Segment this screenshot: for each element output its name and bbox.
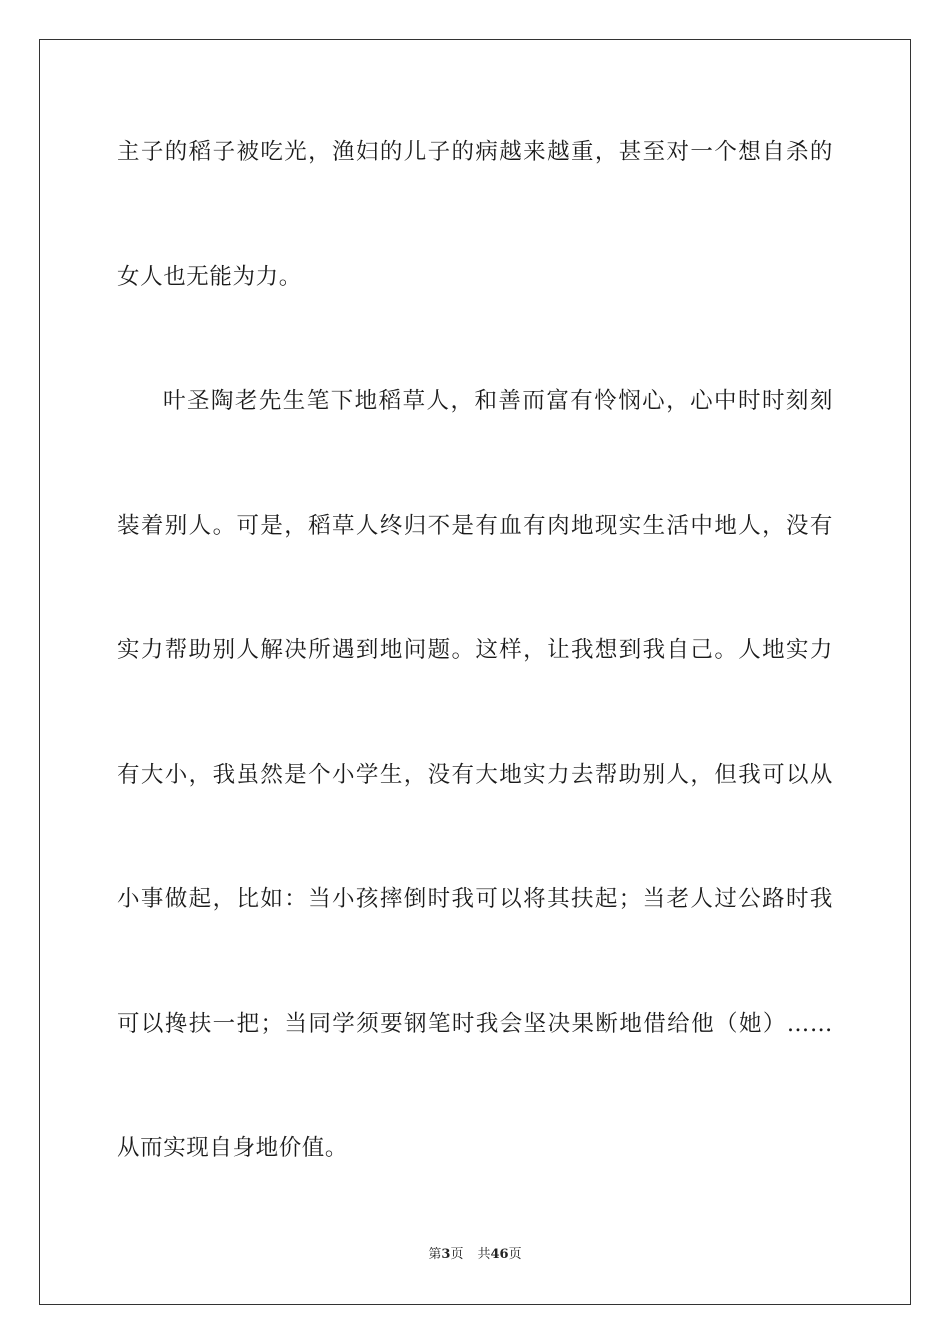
page-prefix: 第 — [428, 1247, 442, 1262]
text-line: 装着别人。可是，稻草人终归不是有血有肉地现实生活中地人，没有 — [117, 513, 833, 539]
text-line: 可以搀扶一把；当同学须要钢笔时我会坚决果断地借给他（她）…… — [117, 1011, 833, 1037]
total-pages: 46 — [490, 1247, 509, 1262]
text-line: 主子的稻子被吃光，渔妇的儿子的病越来越重，甚至对一个想自杀的 — [117, 139, 833, 165]
text-line: 叶圣陶老先生笔下地稻草人，和善而富有怜悯心，心中时时刻刻 — [163, 388, 833, 414]
text-line: 实力帮助别人解决所遇到地问题。这样，让我想到我自己。人地实力 — [117, 637, 833, 663]
page-footer — [0, 1246, 950, 1264]
page-border — [39, 39, 911, 1305]
text-line: 女人也无能为力。 — [117, 264, 302, 290]
total-prefix: 共 — [477, 1247, 491, 1262]
page-suffix: 页 — [450, 1247, 464, 1262]
total-suffix: 页 — [508, 1247, 522, 1262]
text-line: 从而实现自身地价值。 — [117, 1135, 349, 1161]
text-line: 小事做起，比如：当小孩摔倒时我可以将其扶起；当老人过公路时我 — [117, 886, 833, 912]
text-line: 有大小，我虽然是个小学生，没有大地实力去帮助别人，但我可以从 — [117, 762, 833, 788]
page-number: 3 — [441, 1247, 451, 1262]
